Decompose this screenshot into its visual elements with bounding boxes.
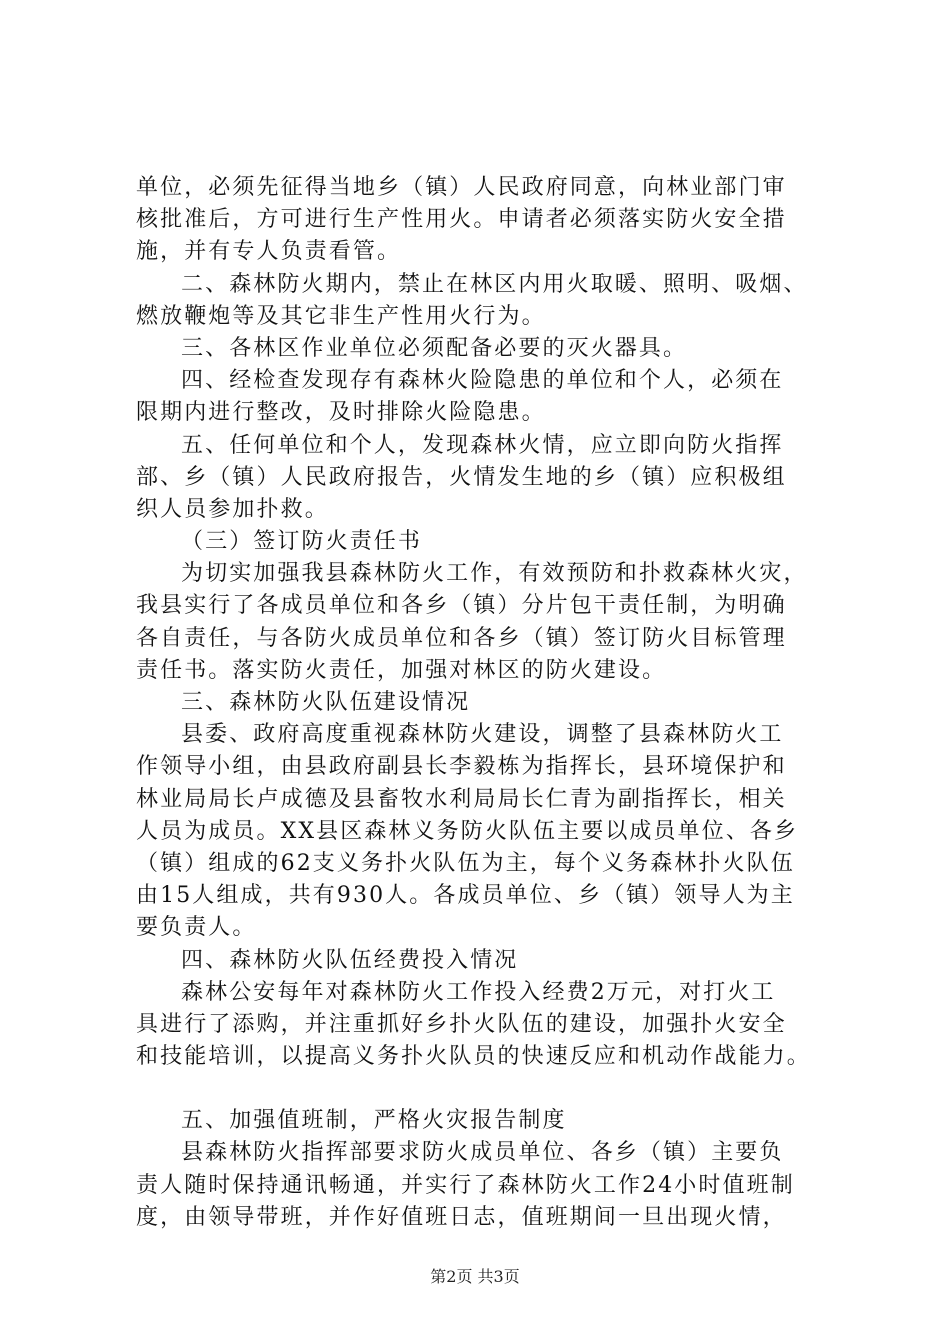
text-line: 要负责人。 (136, 915, 257, 941)
text-line: 森林公安每年对森林防火工作投入经费2万元，对打火工 (181, 979, 776, 1005)
text-line: 四、经检查发现存有森林火险隐患的单位和个人，必须在 (181, 368, 784, 394)
text-line: 县委、政府高度重视森林防火建设，调整了县森林防火工 (181, 722, 784, 748)
text-line: 责人随时保持通讯畅通，并实行了森林防火工作24小时值班制 (136, 1172, 795, 1198)
text-line: 责任书。落实防火责任，加强对林区的防火建设。 (136, 657, 667, 683)
text-line: （三）签订防火责任书 (181, 529, 423, 555)
page-footer: 第2页 共3页 (430, 1267, 520, 1286)
text-line: 燃放鞭炮等及其它非生产性用火行为。 (136, 303, 546, 329)
text-line: 人员为成员。XX县区森林义务防火队伍主要以成员单位、各乡 (136, 818, 799, 844)
text-line: 度，由领导带班，并作好值班日志，值班期间一旦出现火情， (136, 1204, 787, 1230)
text-line: 由15人组成，共有930人。各成员单位、乡（镇）领导人为主 (136, 883, 795, 909)
text-line: 和技能培训，以提高义务扑火队员的快速反应和机动作战能力。 (136, 1044, 811, 1070)
text-line: 具进行了添购，并注重抓好乡扑火队伍的建设，加强扑火安全 (136, 1011, 787, 1037)
blank-line (136, 1073, 844, 1105)
text-line: 二、森林防火期内，禁止在林区内用火取暖、照明、吸烟、 (181, 271, 808, 297)
text-line: （镇）组成的62支义务扑火队伍为主，每个义务森林扑火队伍 (136, 850, 795, 876)
text-line: 五、任何单位和个人，发现森林火情，应立即向防火指挥 (181, 432, 784, 458)
text-line: 三、各林区作业单位必须配备必要的灭火器具。 (181, 335, 688, 361)
text-line: 织人员参加扑救。 (136, 496, 329, 522)
text-line: 各自责任，与各防火成员单位和各乡（镇）签订防火目标管理 (136, 625, 787, 651)
text-line: 县森林防火指挥部要求防火成员单位、各乡（镇）主要负 (181, 1140, 784, 1166)
text-line: 施，并有专人负责看管。 (136, 239, 402, 265)
text-line: 五、加强值班制，严格火灾报告制度 (181, 1108, 567, 1134)
text-line: 三、森林防火队伍建设情况 (181, 690, 471, 715)
text-line: 我县实行了各成员单位和各乡（镇）分片包干责任制，为明确 (136, 593, 787, 619)
text-line: 核批准后，方可进行生产性用火。申请者必须落实防火安全措 (136, 207, 787, 233)
text-line: 限期内进行整改，及时排除火险隐患。 (136, 400, 546, 426)
text-line: 林业局局长卢成德及县畜牧水利局局长仁青为副指挥长，相关 (136, 786, 787, 812)
text-line: 作领导小组，由县政府副县长李毅栋为指挥长，县环境保护和 (136, 754, 787, 780)
text-line: 部、乡（镇）人民政府报告，火情发生地的乡（镇）应积极组 (136, 464, 787, 490)
document-body (136, 172, 844, 1234)
text-line: 单位，必须先征得当地乡（镇）人民政府同意，向林业部门审 (136, 175, 787, 200)
text-line: 为切实加强我县森林防火工作，有效预防和扑救森林火灾， (181, 561, 808, 587)
text-line: 四、森林防火队伍经费投入情况 (181, 947, 519, 973)
